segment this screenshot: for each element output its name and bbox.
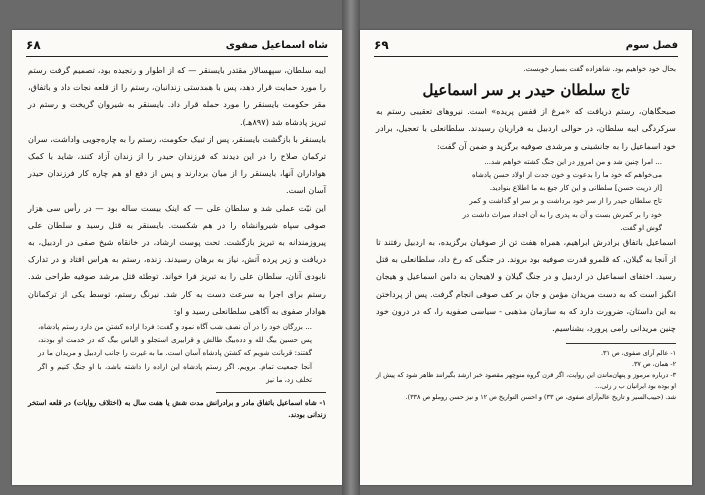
section-heading: تاج سلطان حیدر بر سر اسماعیل [422,81,630,100]
right-page-body [376,62,676,403]
right-page [360,30,692,485]
paragraph: ایبه سلطان، سپهسالار مقتدر بایسنقر — که از اطوار و رنجیده بود، تصمیم گرفت رستم را مورد حمایت قرار دهد، پس با همدستی زندانبان، رستم را از قلعه نجات داد و باتفاق، مقر حکومت بایسنقر را مورد حمله قرار داد. بایسنقر به شیروان گریخت و رستم در تبریز پادشاه شد (۸۹۷هـ). [28,65,326,127]
quote-line: [از ذریت حسن] سلطانی و این کار جیغ به ما اطلاع بنوادید. [489,183,662,193]
paragraph: اسماعیل باتفاق برادرش ابراهیم، همراه هفت تن از صوفیان برگزیده، به اردبیل رفتند تا از آنجا به گیلان، که قلمرو قدرت صوفیه بود بروند. در جنگی که رخ داد، سلطانعلی به قتل رسید. اختفای اسماعیل در اردبیل و در جنگ گیلان و لاهیجان به دامن اسماعیل و هیجان انگیز است که به دست مریدان مؤمن و جان بر کف صوفی انجام گرفت. پس از پرداختن به این داستان، ضرورت دارد که به سازمان مذهبی - سیاسی صفویه را، که در درون خود چنین مریدانی رامی پرورد، بشناسیم. [376,237,676,334]
block-quote [376,155,676,234]
paragraph: این نیّت عملی شد و سلطان علی — که اینک بیست ساله بود — در رأس سی هزار صوفی سپاه شیروانشاه را در هم شکست. بایسنقر به قتل رسید و سلطان علی پیروزمندانه به تبریز بازگشت. تحت پوست ارشاد، در خانقاه شیخ صفی در اردبیل، به دریافت و زیر پرده آتش، نیاز به برهان رسیدند. زنده، رستم به هراس افتاد و در تدارک نابودی آنان، سلطان علی را به تبریز فرا خواند. توطئه قتل مرشد صوفیه طراحی شد. رستم برای اجرا به سرعت دست به کار شد. نیرنگ رستم، توسط یکی از ترکمانان هوادار صفوی به آگاهی سلطانعلی رسید و او: [28,202,326,316]
footnote: ۲- همان، ص ۳۷. [631,360,676,369]
footnote: ۱- شاه اسماعیل باتفاق مادر و برادرانش مدت شش یا هفت سال به (اختلاف روایات) در قلعه استخر زندانی بودند. [28,398,326,420]
left-page-header [26,38,328,57]
page-number: ۶۹ [374,38,389,52]
footnote: ۱- عالم آرای صفوی، ص ۳۱. [600,349,676,358]
quote-line: تاج سلطان حیدر را از سر خود برداشت و بر سر او گذاشت و کمر [469,196,662,206]
left-page-body [28,62,326,421]
footnote-divider [216,392,326,393]
page-number: ۶۸ [26,38,41,52]
paragraph: بایسنقر با بازگشت بایسنقر، پس از تبیک حکومت، رستم را به چاره‌جویی واداشت، سران ترکمان صلاح را در این دیدند که فرزندان حیدر را از زندان آزاد کنند، شاید با کمک هواداران آنها، بایسنقر را از میان بردارند و پس از دفع او هم چاره کار فرزندان حیدر آسان است. [28,133,326,196]
book-gutter [342,0,360,495]
quote-line: ... امرا چنین شد و من امروز در این جنگ کشته خواهم شد... [484,156,662,166]
quote-line: خود را بر کمرش بست و آن به پدری را به آن اجداد میراث داشت در [462,209,662,219]
quote-line: می‌خواهم که خود ما را بدعوت و خون جدت از اولاد حسن پادشاه [472,170,662,180]
quote-line: گوش او گفت. [620,222,662,232]
block-quote: ... بزرگان خود را در آن نصف شب آگاه نمود و گفت: فردا اراده کشتن من دارد رستم پادشاه، پس حسین بیگ لله و دده‌بیگ طالش و قرابیری استجلو و الیاس بیگ که در خدمت او بودند، گفتند: قربانت شویم که کشتن پادشاه آسان است. ما به غیرت را جانب اردبیل و مریدان ما در آنجا جمعیت تمام. برویم. اگر رستم پادشاه این اراده را داشته باشد، با او جنگ کنیم و اگر تخلف زد، ما نیز [38,322,312,384]
running-title: شاه اسماعیل صفوی [225,40,328,51]
footnote: شد. (حبیب‌السیر و تاریخ عالم‌آرای صفوی، ص ۳۳) و احسن التواریخ ص ۱۲ و نیز حسن روملو ص ۳۳۸). [405,393,676,402]
intro-line: بحال خود خواهیم بود. شاهزاده گفت بسیار خوبست. [523,64,676,73]
paragraph: صبحگاهان، رستم دریافت که «مرغ از قفس پریده» است. نیروهای تعقیبی رستم به سرکردگی ایبه سلطان، در حوالی اردبیل به فراریان رسیدند. سلطانعلی با تعجیل، برادر خود اسماعیل را به جانشینی و مرشدی صوفیه برگزید و ضمن آن گفت: [376,106,676,151]
footnote-divider [566,343,676,344]
left-page [12,30,342,485]
running-title: فصل سوم [625,40,678,51]
footnote: ۳- درباره مرموز و پنهان‌ماندن این روایت، اگر قرن گروه منوچهر مقصود خبر ارشد بگیرانند ظاهر شود که پیش از او بوده بود ایرانیان ب ر رئی... [376,371,676,391]
right-page-header [374,38,678,57]
